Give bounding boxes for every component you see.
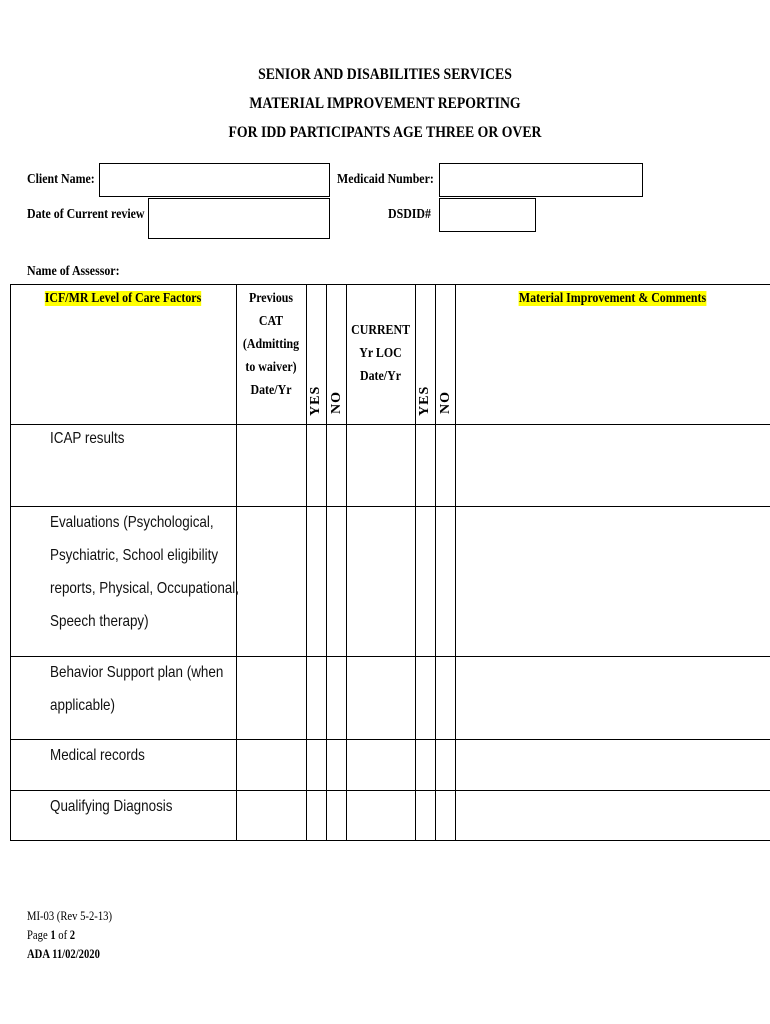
header-previous-line: (Admitting bbox=[242, 337, 300, 352]
title-line-1: SENIOR AND DISABILITIES SERVICES bbox=[258, 66, 512, 83]
medicaid-number-field[interactable] bbox=[439, 163, 643, 197]
table-border-bottom bbox=[10, 840, 770, 841]
header-previous-line: Date/Yr bbox=[250, 383, 292, 398]
client-name-label: Client Name: bbox=[27, 172, 95, 187]
loc-factors-table bbox=[10, 284, 770, 841]
header-current-line: Date/Yr bbox=[360, 369, 401, 384]
comments-cell[interactable] bbox=[456, 425, 770, 506]
column-divider bbox=[435, 284, 436, 841]
row-label-line: Qualifying Diagnosis bbox=[50, 798, 173, 815]
comments-cell[interactable] bbox=[456, 507, 770, 656]
page-current: 1 bbox=[50, 928, 56, 942]
header-previous-cat bbox=[241, 287, 301, 402]
header-previous-line: to waiver) bbox=[245, 360, 297, 375]
comments-cell[interactable] bbox=[456, 657, 770, 739]
header-previous-line: CAT bbox=[258, 314, 284, 329]
header-factors bbox=[35, 287, 210, 310]
dsdid-field[interactable] bbox=[439, 198, 536, 232]
row-medical-records bbox=[50, 739, 145, 772]
row-label-line: Evaluations (Psychological, bbox=[50, 514, 214, 531]
header-yes-1: YES bbox=[308, 385, 323, 416]
form-title bbox=[54, 60, 716, 147]
column-divider bbox=[415, 284, 416, 841]
row-qualifying-diagnosis bbox=[50, 790, 173, 823]
table-border-left bbox=[10, 284, 11, 841]
row-behavior-support bbox=[50, 656, 223, 722]
client-name-field[interactable] bbox=[99, 163, 330, 197]
date-current-review-field[interactable] bbox=[148, 198, 330, 239]
footer bbox=[27, 907, 112, 964]
page-of: of bbox=[55, 928, 70, 942]
page-number bbox=[27, 926, 112, 945]
comments-cell[interactable] bbox=[456, 791, 770, 840]
row-label-line: Speech therapy) bbox=[50, 613, 149, 630]
form-id: MI-03 (Rev 5-2-13) bbox=[27, 909, 112, 923]
row-label-line: applicable) bbox=[50, 697, 116, 714]
header-comments-label: Material Improvement & Comments bbox=[518, 291, 707, 306]
column-divider bbox=[326, 284, 327, 841]
row-label-line: Medical records bbox=[50, 747, 145, 764]
header-current-line: CURRENT bbox=[351, 323, 411, 338]
assessor-label: Name of Assessor: bbox=[27, 264, 120, 279]
table-border-top bbox=[10, 284, 770, 285]
row-label-line: reports, Physical, Occupational, bbox=[50, 580, 239, 597]
page-prefix: Page bbox=[27, 928, 51, 942]
row-label-line: Psychiatric, School eligibility bbox=[50, 547, 219, 564]
header-no-2: NO bbox=[438, 391, 453, 414]
header-previous-line: Previous bbox=[248, 291, 294, 306]
column-divider bbox=[306, 284, 307, 841]
row-label-line: Behavior Support plan (when bbox=[50, 664, 224, 681]
row-icap-results bbox=[50, 422, 124, 455]
header-no-1: NO bbox=[329, 391, 344, 414]
header-current-line: Yr LOC bbox=[359, 346, 402, 361]
column-divider bbox=[346, 284, 347, 841]
title-line-3: FOR IDD PARTICIPANTS AGE THREE OR OVER bbox=[228, 124, 542, 141]
header-factors-label: ICF/MR Level of Care Factors bbox=[44, 291, 202, 306]
header-yes-2: YES bbox=[417, 385, 432, 416]
date-current-review-label: Date of Current review bbox=[27, 207, 145, 222]
dsdid-label: DSDID# bbox=[388, 207, 431, 222]
medicaid-number-label: Medicaid Number: bbox=[337, 172, 434, 187]
header-current-loc bbox=[351, 319, 410, 388]
title-line-2: MATERIAL IMPROVEMENT REPORTING bbox=[249, 95, 521, 112]
comments-cell[interactable] bbox=[456, 740, 770, 790]
row-evaluations bbox=[50, 506, 239, 638]
page-total: 2 bbox=[69, 928, 76, 942]
ada-date: ADA 11/02/2020 bbox=[27, 947, 100, 961]
header-comments bbox=[479, 287, 747, 310]
row-label-line: ICAP results bbox=[50, 430, 125, 447]
